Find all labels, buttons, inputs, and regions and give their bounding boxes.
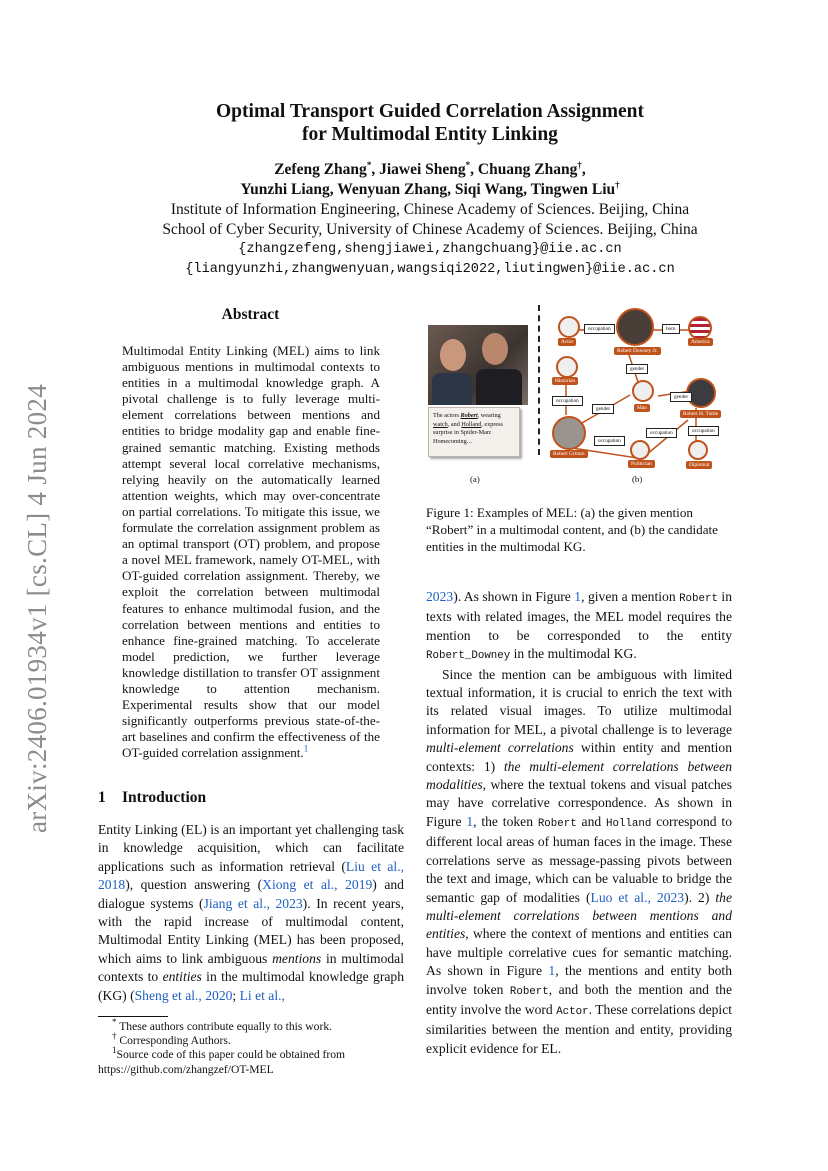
author-name: Tingwen Liu	[530, 181, 616, 198]
text-run: , where the context of mentions and entities can have multiple correlative cues for semantic matching. As shown in Figure	[426, 926, 732, 979]
figure-label-b: (b)	[632, 474, 643, 484]
citation-link[interactable]: 2023	[426, 589, 454, 604]
title-line-1: Optimal Transport Guided Correlation Assignment	[216, 101, 644, 122]
section-title: Introduction	[122, 789, 207, 806]
text-run: ). As shown in Figure	[453, 589, 575, 604]
actors-photo	[428, 325, 528, 405]
abstract-body	[122, 343, 380, 761]
text-run: in texts with related images, the MEL model requires the mention to be corresponded to the entity	[426, 589, 732, 643]
figure-1b-knowledge-graph	[548, 300, 728, 475]
text-run: , and	[447, 420, 462, 428]
kg-node-robert-downey: Robert Downey Jr.	[614, 347, 661, 355]
footnote-text: These authors contribute equally to this work.	[119, 1020, 333, 1033]
section-number: 1	[98, 789, 106, 806]
footnote-ref[interactable]: 1	[303, 743, 309, 754]
footnote-mark: †	[112, 1031, 117, 1042]
diplomat-icon	[688, 440, 708, 460]
text-run: . These correlations depict similarities between the mention and entity, providing explicit evidence for EL.	[426, 1001, 733, 1056]
citation-link[interactable]: Luo et al., 2023	[590, 889, 685, 905]
citation-link[interactable]: Sheng et al., 2020	[134, 987, 233, 1003]
email-line-2: {liangyunzhi,zhangwenyuan,wangsiqi2022,liutingwen}@iie.ac.cn	[185, 262, 675, 277]
text-run: Entity Linking (EL) is an important yet challenging task in knowledge acquisition, which can facilitate applications such as information retrieval (	[98, 822, 404, 874]
face-shape	[440, 339, 466, 371]
citation-link[interactable]: Jiang et al., 2023	[203, 895, 303, 911]
man-icon	[632, 380, 654, 402]
actor-icon	[558, 316, 580, 338]
mention-text-card	[428, 407, 520, 457]
historian-icon	[556, 356, 578, 378]
emphasis: entities	[162, 969, 202, 985]
face-shape	[482, 333, 508, 365]
text-run: , the token	[473, 813, 538, 829]
equal-contribution-mark: *	[366, 159, 372, 170]
citation-link[interactable]: Xiong et al., 2019	[262, 877, 373, 893]
code-token: Holland	[606, 817, 652, 830]
code-token: Robert	[537, 817, 577, 830]
emphasis: multi-element correlations	[426, 740, 574, 756]
footnote-text: Source code of this paper could be obtained from https://github.com/zhangzef/OT-MEL	[98, 1048, 346, 1076]
author-names-line-1: Zefeng Zhang*, Jiawei Sheng*, Chuang Zhang†,	[274, 159, 586, 178]
author-names-line-2: Yunzhi Liang, Wenyuan Zhang, Siqi Wang, Tingwen Liu†	[240, 179, 620, 198]
footnote-source-code	[98, 1045, 404, 1076]
emphasis: mentions	[272, 950, 322, 966]
title-line-2: for Multimodal Entity Linking	[302, 124, 558, 145]
code-token: Actor	[556, 1005, 589, 1018]
robert-downey-portrait	[616, 308, 654, 346]
clothing-shape	[476, 369, 522, 405]
citation-link[interactable]: Li et al.,	[239, 987, 285, 1003]
text-run: , express surprise in Spider-Man: Homecoming…	[433, 420, 503, 445]
text-run: The actors	[433, 412, 461, 419]
abstract-text: Multimodal Entity Linking (MEL) aims to link ambiguous mentions in multimodal contexts to entities in a multimodal knowledge graph. A pivotal challenge is to fully leverage multi-element correlations between mentions and entities to bridge modality gap and enable fine-grained semantic matching. Existing methods attempt several local correlative mechanisms, relying heavily on the automatically learned attention weights, which may over-concentrate on partial correlations. To mitigate this issue, we formulate the correlation assignment problem as an optimal transport (OT) problem, and propose a novel MEL framework, namely OT-MEL, with OT-guided correlation assignment. Thereby, we exploit the correlation between multimodal features to enhance multimodal fusion, and the correlation between mentions and entities to enhance fine-grained matching. To accelerate model prediction, we further leverage knowledge distillation to transfer OT assignment knowledge to attention mechanism. Experimental results show that our model significantly outperforms previous state-of-the-art baselines and confirm the effectiveness of the OT-guided correlation assignment.	[122, 343, 380, 761]
arxiv-identifier	[18, 378, 58, 838]
kg-edge-gender: gender	[626, 364, 648, 374]
kg-edge-gender: gender	[670, 392, 692, 402]
kg-node-historian: Historian	[552, 377, 578, 385]
kg-node-america: America	[688, 338, 713, 346]
code-token: Robert_Downey	[426, 650, 511, 663]
equal-contribution-mark: *	[465, 159, 471, 170]
text-run: ) and dialogue systems (	[98, 877, 404, 911]
kg-edge-born: born	[662, 324, 680, 334]
author-name: Jiawei Sheng	[379, 161, 466, 178]
mention-watch: watch	[433, 420, 448, 428]
kg-edge-occupation: occupation	[584, 324, 615, 334]
affiliation-1: Institute of Information Engineering, Chinese Academy of Sciences. Beijing, China	[170, 201, 690, 218]
arxiv-identifier-text: arXiv:2406.01934v1 [cs.CL] 4 Jun 2024	[22, 383, 53, 833]
text-run: , given a mention	[581, 589, 680, 604]
text-run: ). 2)	[684, 889, 716, 905]
america-flag-icon	[688, 316, 712, 340]
author-name: Chuang Zhang	[477, 161, 578, 178]
text-run: in the multimodal KG.	[510, 646, 637, 662]
kg-node-robert-grimm: Robert Grimm	[550, 450, 588, 458]
author-block	[100, 160, 760, 280]
politician-icon	[630, 440, 650, 460]
author-name: Zefeng Zhang	[274, 161, 367, 178]
text-run: Since the mention can be ambiguous with limited textual information, it is crucial to enrich the text with its related visual images. To utilize multimodal information for MEL, a pivotal challenge is to leverage	[426, 666, 732, 737]
text-run: in multimodal contexts to	[98, 950, 404, 985]
kg-node-robert-tuttle: Robert H. Tuttle	[680, 410, 721, 418]
affiliation-2: School of Cyber Security, University of Chinese Academy of Sciences. Beijing, China	[162, 221, 698, 238]
text-run: ;	[232, 987, 240, 1003]
footnote-divider	[98, 1016, 168, 1017]
author-name: Wenyuan Zhang	[337, 181, 448, 198]
figure-ref-link[interactable]: 1	[466, 813, 474, 829]
kg-edge-occupation: occupation	[646, 428, 677, 438]
author-name: Siqi Wang	[454, 181, 524, 198]
mention-robert: Robert	[460, 412, 478, 419]
kg-edge-occupation: occupation	[688, 426, 719, 436]
kg-edge-gender: gender	[592, 404, 614, 414]
paper-title	[120, 100, 740, 146]
paragraph	[426, 588, 732, 666]
author-name: Yunzhi Liang	[240, 181, 330, 198]
robert-grimm-portrait	[552, 416, 586, 450]
text-run: in the multimodal knowledge graph (KG) (	[98, 969, 404, 1003]
figure-label-a: (a)	[470, 474, 480, 484]
text-run: and	[576, 813, 607, 829]
text-run: , the mentions and entity both involve token	[426, 963, 733, 997]
text-run: , wearing	[477, 412, 501, 419]
intro-paragraph	[98, 821, 404, 1005]
footnote-text: Corresponding Authors.	[119, 1034, 231, 1048]
emphasis: the multi-element correlations between modalities	[426, 758, 732, 793]
corresponding-author-mark: †	[615, 179, 620, 190]
kg-node-man: Man	[634, 404, 650, 412]
kg-edge-occupation: occupation	[552, 396, 583, 406]
text-run: , and both the mention and the entity involve the word	[426, 981, 732, 1017]
citation-link[interactable]: Liu et al., 2018	[98, 858, 404, 893]
text-run: ), question answering (	[125, 877, 263, 893]
mention-holland: Holland	[461, 420, 482, 428]
footnote-mark: *	[112, 1017, 117, 1028]
figure-1a-multimodal-content	[428, 325, 528, 465]
text-run: , where the textual tokens and visual patches may have correlative correspondence. As shown in Figure	[426, 777, 732, 829]
code-token: Robert	[679, 593, 718, 605]
footnote-mark: 1	[112, 1045, 117, 1056]
text-run: correspond to different local areas of human faces in the image. These correlations serve as message-passing pivots between the text and image, which can be valuable to bridge the semantic gap of modalities (	[426, 813, 733, 905]
figure-ref-link[interactable]: 1	[574, 589, 582, 604]
kg-edge-occupation: occupation	[594, 436, 625, 446]
emphasis: the multi-element correlations between mentions and entities	[426, 889, 732, 942]
figure-ref-link[interactable]: 1	[548, 963, 556, 979]
paragraph	[426, 666, 732, 1059]
email-line-1: {zhangzefeng,shengjiawei,zhangchuang}@iie.ac.cn	[238, 242, 622, 257]
kg-node-politician: Politician	[628, 460, 655, 468]
figure-divider	[538, 305, 540, 455]
section-heading-introduction	[98, 789, 206, 807]
kg-node-diplomat: Diplomat	[686, 461, 712, 469]
code-token: Robert	[509, 985, 549, 998]
text-run: ). In recent years, with the rapid increase of multimodal content, Multimodal Entity Linking (MEL) has been proposed, which aims to link ambiguous	[98, 895, 404, 966]
footnote-equal-contribution	[98, 1017, 404, 1034]
intro-continued	[426, 588, 732, 1058]
text-run: within entity and mention contexts: 1)	[426, 740, 732, 774]
kg-node-actor: Actor	[558, 338, 576, 346]
footnotes	[98, 1017, 404, 1077]
corresponding-author-mark: †	[577, 159, 582, 170]
figure-1-caption: Figure 1: Examples of MEL: (a) the given mention “Robert” in a multimodal content, and (b) the candidate entities in the multimodal KG.	[426, 505, 718, 555]
clothing-shape	[432, 373, 472, 405]
footnote-corresponding	[98, 1031, 404, 1048]
abstract-heading: Abstract	[221, 306, 280, 323]
